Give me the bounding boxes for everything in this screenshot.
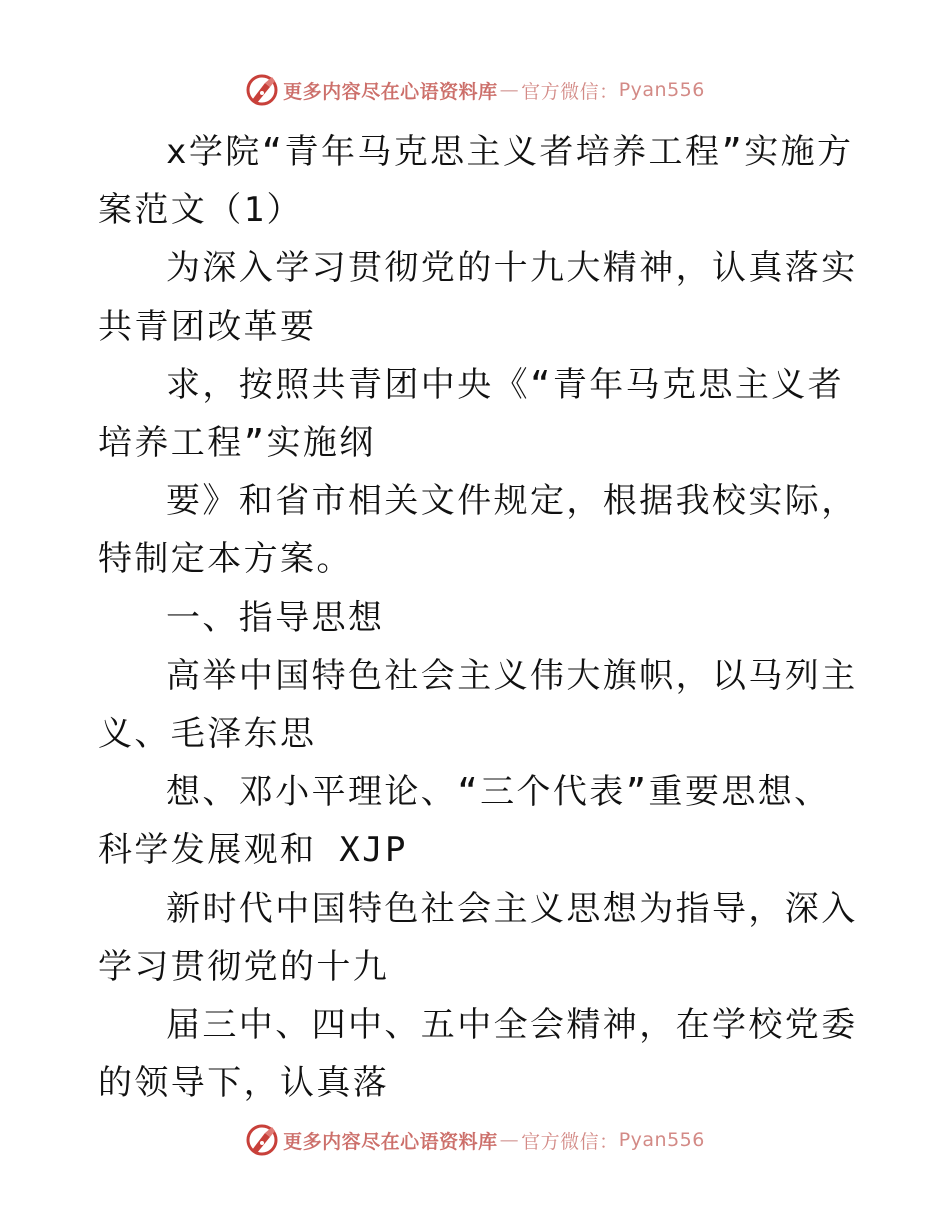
document-title: x学院“青年马克思主义者培养工程”实施方案范文（1） (98, 132, 854, 231)
paragraph: 想、邓小平理论、“三个代表”重要思想、科学发展观和 XJP (98, 772, 831, 871)
paragraph: 为深入学习贯彻党的十九大精神，认真落实共青团改革要 (98, 248, 858, 347)
banner-official-label: 官方微信： (521, 1130, 619, 1153)
pen-nib-logo-icon (245, 73, 279, 107)
footer-banner (0, 1120, 950, 1160)
paragraph: 高举中国特色社会主义伟大旗帜，以马列主义、毛泽东思 (98, 655, 858, 755)
banner-main-text: 更多内容尽在心语资料库 (283, 80, 498, 103)
banner-dash: — (499, 1129, 520, 1151)
paragraph: 届三中、四中、五中全会精神，在学校党委的领导下，认真落 (98, 1005, 858, 1104)
banner-official-label: 官方微信： (521, 80, 619, 103)
banner-account: Pyan556 (618, 79, 705, 101)
document-body (98, 123, 858, 1112)
banner-main-text: 更多内容尽在心语资料库 (283, 1130, 498, 1153)
paragraph: 求，按照共青团中央《“青年马克思主义者培养工程”实施纲 (98, 364, 845, 464)
banner-account: Pyan556 (618, 1129, 705, 1151)
header-banner (0, 70, 950, 110)
pen-nib-logo-icon (245, 1123, 279, 1157)
section-heading: 一、指导思想 (166, 597, 385, 638)
paragraph: 新时代中国特色社会主义思想为指导，深入学习贯彻党的十九 (98, 888, 858, 987)
paragraph: 要》和省市相关文件规定，根据我校实际，特制定本方案。 (98, 481, 858, 580)
banner-dash: — (499, 79, 520, 101)
